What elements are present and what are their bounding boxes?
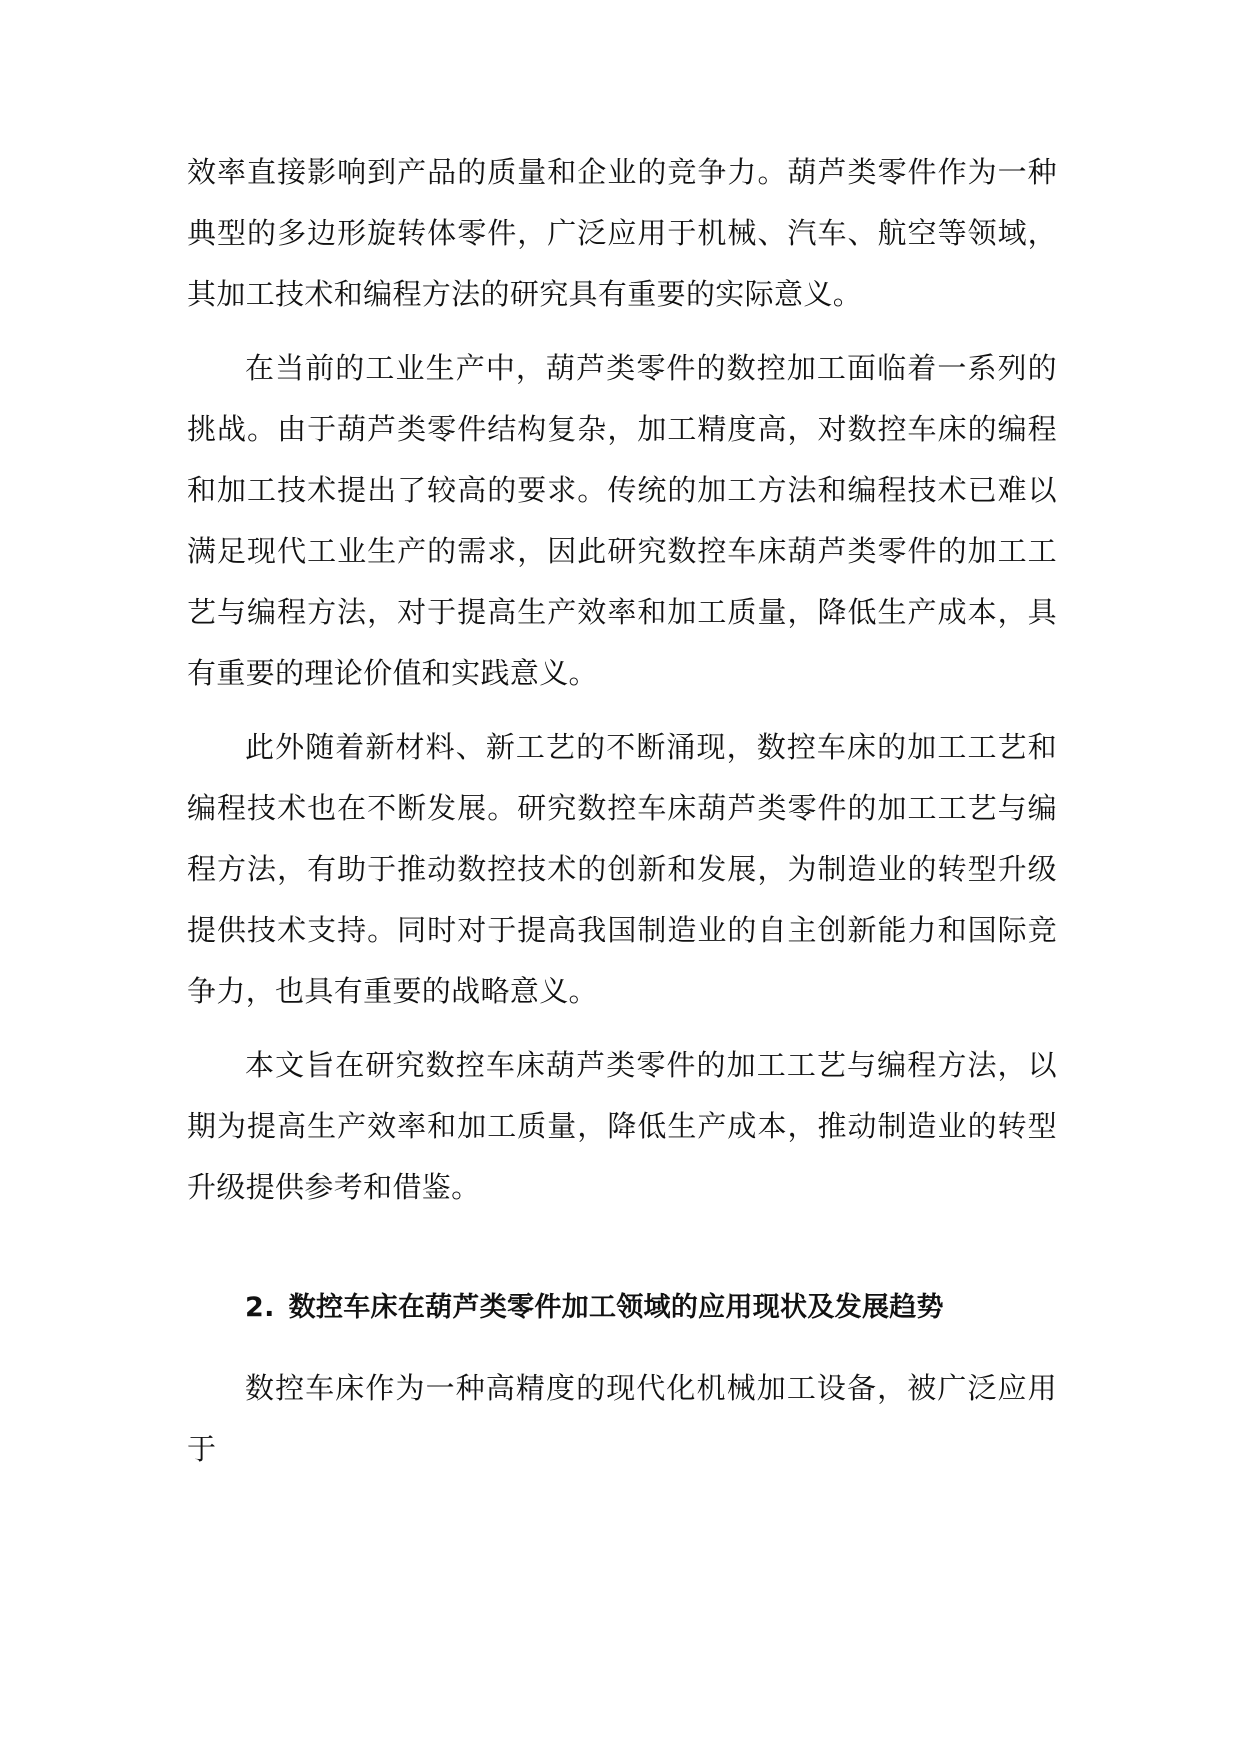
document-page xyxy=(187,142,1057,1480)
paragraph-section-start: 数控车床作为一种高精度的现代化机械加工设备，被广泛应用于 xyxy=(187,1371,1057,1466)
paragraph-development: 此外随着新材料、新工艺的不断涌现，数控车床的加工工艺和编程技术也在不断发展。研究数控车床葫芦类零件的加工工艺与编程方法，有助于推动数控技术的创新和发展，为制造业的转型升级提供技术支持。同时对于提高我国制造业的自主创新能力和国际竞争力，也具有重要的战略意义。 xyxy=(187,730,1057,1008)
section-number: 2. xyxy=(245,1292,275,1323)
paragraph-continuation: 效率直接影响到产品的质量和企业的竞争力。葫芦类零件作为一种典型的多边形旋转体零件，广泛应用于机械、汽车、航空等领域，其加工技术和编程方法的研究具有重要的实际意义。 xyxy=(187,155,1057,311)
paragraph-challenges: 在当前的工业生产中，葫芦类零件的数控加工面临着一系列的挑战。由于葫芦类零件结构复杂，加工精度高，对数控车床的编程和加工技术提出了较高的要求。传统的加工方法和编程技术已难以满足现代工业生产的需求，因此研究数控车床葫芦类零件的加工工艺与编程方法，对于提高生产效率和加工质量，降低生产成本，具有重要的理论价值和实践意义。 xyxy=(187,351,1057,690)
section-title: 数控车床在葫芦类零件加工领域的应用现状及发展趋势 xyxy=(288,1292,944,1323)
section-heading xyxy=(245,1288,1057,1328)
paragraph-purpose: 本文旨在研究数控车床葫芦类零件的加工工艺与编程方法，以期为提高生产效率和加工质量，降低生产成本，推动制造业的转型升级提供参考和借鉴。 xyxy=(187,1048,1057,1204)
